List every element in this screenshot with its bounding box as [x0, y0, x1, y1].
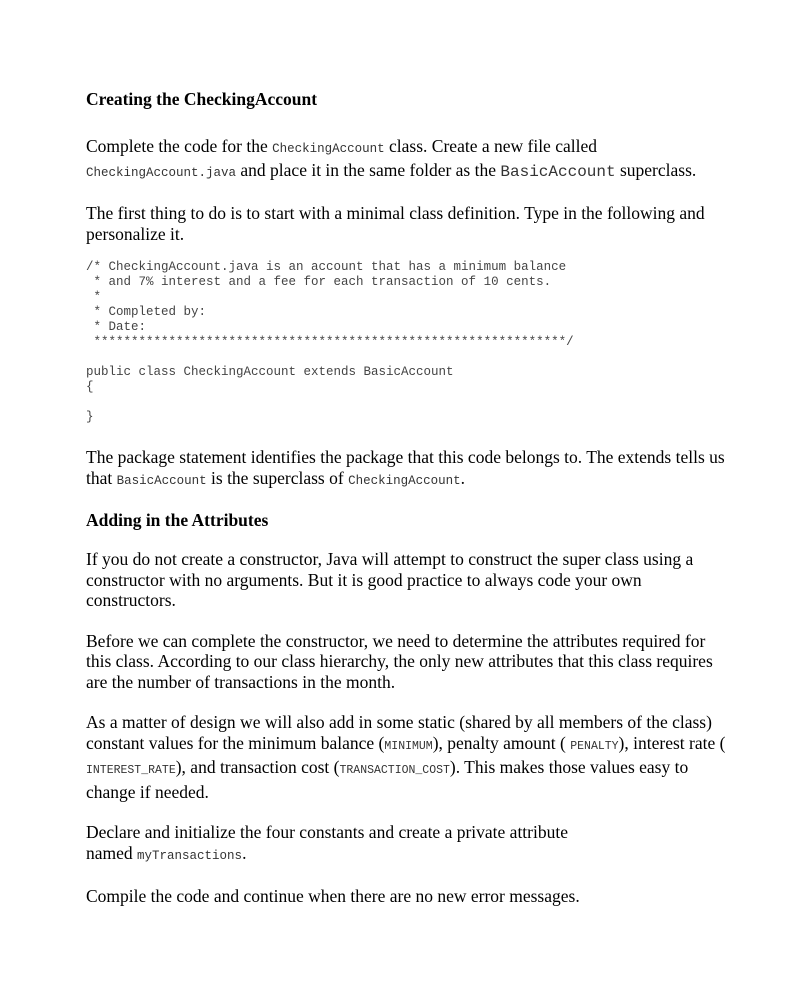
- text-run: .: [460, 467, 465, 488]
- section-heading-attributes: Adding in the Attributes: [86, 510, 269, 530]
- text-run: Complete the code for the: [86, 136, 273, 156]
- text-run: is the superclass of: [206, 467, 349, 488]
- code-block: [86, 260, 726, 425]
- code-file-name: CheckingAccount.java: [86, 165, 237, 180]
- intro-paragraph: [86, 136, 726, 183]
- code-line: * Date:: [86, 320, 147, 334]
- code-line: public class CheckingAccount extends BasicAccount: [86, 365, 454, 379]
- code-superclass-name: BasicAccount: [116, 473, 207, 488]
- code-line: ***************************************************************/: [86, 335, 574, 349]
- text-run: .: [242, 842, 247, 863]
- constructor-paragraph: If you do not create a constructor, Java will attempt to construct the super class using a constructor with no arguments. But it is good practice to always code your own constructors.: [86, 549, 694, 610]
- text-run: superclass.: [615, 159, 697, 180]
- code-class-name: CheckingAccount: [272, 142, 385, 156]
- code-my-transactions: myTransactions: [137, 848, 243, 863]
- code-line: *: [86, 290, 102, 304]
- text-run: and place it in the same folder as the: [236, 159, 501, 180]
- text-run: class. Create a new file called: [384, 136, 597, 156]
- document-page: [86, 88, 726, 907]
- minimal-class-paragraph: The first thing to do is to start with a minimal class definition. Type in the following and personalize it.: [86, 203, 705, 244]
- text-run: ), penalty amount (: [432, 732, 571, 753]
- declare-paragraph: [86, 822, 606, 866]
- text-run: Declare and initialize the four constants and create a private attribute named: [86, 822, 568, 863]
- code-interest-rate: INTEREST_RATE: [86, 764, 176, 777]
- text-run: ), interest rate (: [618, 732, 726, 753]
- constants-paragraph: [86, 712, 726, 802]
- code-transaction-cost: TRANSACTION_COST: [339, 764, 450, 777]
- code-superclass-name: BasicAccount: [500, 162, 616, 181]
- code-line: * and 7% interest and a fee for each transaction of 10 cents.: [86, 275, 552, 289]
- code-class-name: CheckingAccount: [348, 473, 461, 488]
- code-line: }: [86, 410, 94, 424]
- code-minimum: MINIMUM: [384, 739, 433, 753]
- package-paragraph: [86, 447, 726, 491]
- section-heading-creating: Creating the CheckingAccount: [86, 89, 318, 109]
- code-line: * Completed by:: [86, 305, 207, 319]
- text-run: ). This makes those values easy to change if needed.: [86, 757, 689, 802]
- code-penalty: PENALTY: [570, 739, 619, 753]
- text-run: The package statement identifies the package that this code belongs to. The extends tells us that: [86, 447, 725, 488]
- code-line: {: [86, 380, 94, 394]
- code-line: /* CheckingAccount.java is an account that has a minimum balance: [86, 260, 567, 274]
- attributes-paragraph: Before we can complete the constructor, we need to determine the attributes required for this class. According to our class hierarchy, the only new attributes that this class requires are the number of transactions in the month.: [86, 630, 713, 692]
- compile-paragraph: Compile the code and continue when there are no new error messages.: [86, 886, 580, 906]
- text-run: ), and transaction cost (: [175, 757, 340, 777]
- text-run: As a matter of design we will also add in some static (shared by all members of the class) constant values for the minimum balance (: [86, 712, 712, 753]
